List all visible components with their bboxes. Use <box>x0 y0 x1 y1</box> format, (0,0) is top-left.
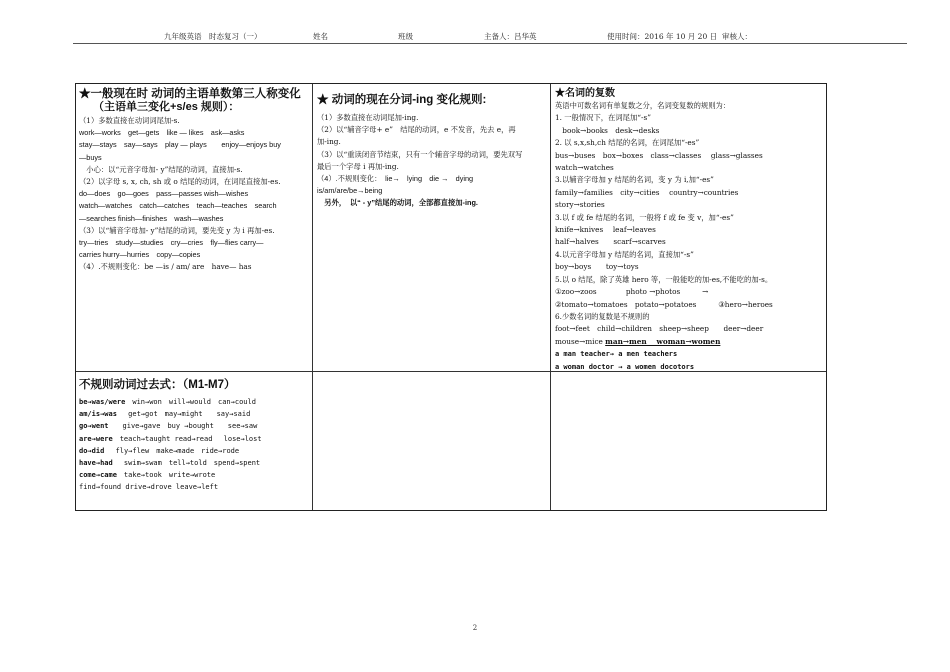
header-rule <box>73 43 907 44</box>
example-line: —buys <box>79 152 102 162</box>
rule-line: 4.以元音字母加 y 结尾的名词，直接加“-s” <box>555 249 694 259</box>
example-line: half→halves scarf→scarves <box>555 237 666 247</box>
irregular-row <box>79 481 311 493</box>
header-name-label: 姓名 <box>313 32 328 41</box>
irregular-rest: swim→swam tell→told spend→spent <box>112 459 261 468</box>
irregular-key: are→were <box>79 434 113 443</box>
ing-rules <box>317 112 549 210</box>
example-line: do—does go—goes pass—passes wish—wishes <box>79 189 249 199</box>
header-course: 九年级英语 时态复习（一） <box>164 32 262 41</box>
third-person-rules <box>79 115 311 274</box>
column-divider-1 <box>312 84 313 510</box>
example-line: knife→knives leaf→leaves <box>555 225 656 235</box>
rule-line: （1）多数直接在动词尾加-ing. <box>317 113 419 122</box>
cell-third-person <box>79 87 311 369</box>
note-line: 小心：以“元音字母加- y”结尾的动词，直接加-s. <box>79 164 243 174</box>
rule-line: （1）多数直接在动词词尾加-s. <box>79 116 180 125</box>
irregular-rest: take→took write→wrote <box>116 471 216 480</box>
example-line: bus→buses box→boxes class→classes glass→glasses <box>555 150 763 160</box>
example-line: story→stories <box>555 200 605 210</box>
ing-title: ★ 动词的现在分词-ing 变化规则: <box>317 94 487 106</box>
example-line: ①zoo→zoos photo →photos → <box>555 287 709 297</box>
irregular-row <box>79 396 311 408</box>
plural-rules <box>555 100 825 369</box>
irregular-row <box>79 445 311 457</box>
example-line: watch—watches catch—catches teach—teaches search <box>79 201 277 211</box>
bold-example-line: a woman doctor → a women docotors <box>555 362 695 369</box>
example-line: is/am/are/be→being <box>317 186 383 196</box>
cell-irregular-past <box>79 377 311 507</box>
irregular-rest: give→gave buy →bought see→saw <box>108 422 258 431</box>
header-class-label: 班级 <box>398 32 413 41</box>
example-line: family→families city→cities country→countries <box>555 187 739 197</box>
irregular-rest: win→won will→would can→could <box>125 398 256 406</box>
irregular-row <box>79 408 311 420</box>
column-divider-2 <box>550 84 551 510</box>
irregular-list <box>79 396 311 494</box>
example-line: carries hurry—hurries copy—copies <box>79 250 201 260</box>
rule-line: 英语中可数名词有单复数之分，名词变复数的规则为： <box>555 101 731 110</box>
irregular-title: 不规则动词过去式：（M1-M7） <box>79 379 236 391</box>
rule-line: 3.以 f 或 fe 结尾的名词，一般将 f 或 fe 变 v，加“-es” <box>555 212 734 222</box>
irregular-rest: find→found drive→drove leave→left <box>79 483 219 492</box>
rule-line: （2）以字母 s, x, ch, sh 或 o 结尾的动词，在词尾直接加-es. <box>79 177 281 187</box>
rule-line: 6.少数名词的复数是不规则的 <box>555 311 650 321</box>
bold-example-line: a man teacher→ a men teachers <box>555 350 678 359</box>
plural-title: ★名词的复数 <box>555 88 615 99</box>
example-line: —searches finish—finishes wash—washes <box>79 213 224 223</box>
mouse-example: mouse→mice <box>555 336 606 346</box>
irregular-key: be→was/were <box>79 398 126 406</box>
irregular-rest: get→got may→might say→said <box>116 410 251 419</box>
irregular-key: come→came <box>79 471 117 480</box>
example-line: boy→boys toy→toys <box>555 262 639 272</box>
rule-line: 2. 以 s,x,sh,ch 结尾的名词，在词尾加“-es” <box>555 138 700 148</box>
example-line: （4）.不规则变化： lie→ lying die → dying <box>317 174 474 184</box>
rule-line: 3.以辅音字母加 y 结尾的名词，变 y 为 i,加“-es” <box>555 175 714 185</box>
third-person-title: ★一般现在时 动词的主语单数第三人称变化 <box>79 88 301 100</box>
example-line: foot→feet child→children sheep→sheep deer→deer <box>555 324 764 334</box>
irregular-key: have→had <box>79 459 113 468</box>
irregular-key: go→went <box>79 422 109 431</box>
irregular-key: do→did <box>79 446 105 455</box>
header-date: 使用时间：2016 年 10 月 20 日 <box>607 32 718 41</box>
irregular-row <box>79 420 311 432</box>
example-line: stay—stays say—says play — plays enjoy—enjoys buy <box>79 140 281 150</box>
example-line: ②tomato→tomatoes potato→potatoes ③hero→heroes <box>555 299 773 309</box>
rule-line: 5.以 o 结尾，除了英雄 hero 等，一般能吃的加-es,不能吃的加-s。 <box>555 274 773 284</box>
example-line: work—works get—gets like — likes ask—asks <box>79 128 245 138</box>
rule-line: 1. 一般情况下，在词尾加“-s” <box>555 113 651 123</box>
third-person-subtitle: （主语单三变化+s/es 规则）： <box>93 101 240 113</box>
header-preparer: 主备人：吕华英 <box>484 32 537 41</box>
irregular-key: am/is→was <box>79 410 117 419</box>
rule-line: （4）.不规则变化：be —is / am/ are have— has <box>79 262 252 272</box>
cell-noun-plurals <box>555 87 825 369</box>
example-line-irregular <box>555 336 825 348</box>
example-line: watch→watches <box>555 163 614 173</box>
page-number: 2 <box>472 624 478 632</box>
rule-line: 加-ing. <box>317 137 341 147</box>
irregular-rest: fly→flew make→made ride→rode <box>104 446 240 455</box>
irregular-row <box>79 469 311 481</box>
row-divider <box>76 371 826 372</box>
rule-line: 最后一个字母 i 再加-ing. <box>317 161 399 171</box>
example-line: try—tries study—studies cry—cries fly—flies carry— <box>79 238 264 248</box>
cell-ing-rules <box>317 92 549 369</box>
content-table <box>75 83 827 511</box>
irregular-row <box>79 433 311 445</box>
header-reviewer: 审核人： <box>722 32 752 41</box>
page-header <box>0 29 950 43</box>
rule-line: （3）以“重读闭音节结束，只有一个辅音字母的动词，要先双写 <box>317 149 523 159</box>
note-line: 另外， 以“ - y”结尾的动词，全部都直接加-ing. <box>317 198 478 208</box>
man-woman-example: man→men woman→women <box>605 336 721 346</box>
rule-line: （3）以“辅音字母加- y”结尾的动词，要先变 y 为 i 再加-es. <box>79 225 275 235</box>
example-line: book→books desk→desks <box>555 125 660 135</box>
irregular-row <box>79 457 311 469</box>
irregular-rest: teach→taught read→read lose→lost <box>112 434 262 443</box>
rule-line: （2）以“辅音字母+ e” 结尾的动词，e 不发音，先去 e，再 <box>317 125 516 135</box>
